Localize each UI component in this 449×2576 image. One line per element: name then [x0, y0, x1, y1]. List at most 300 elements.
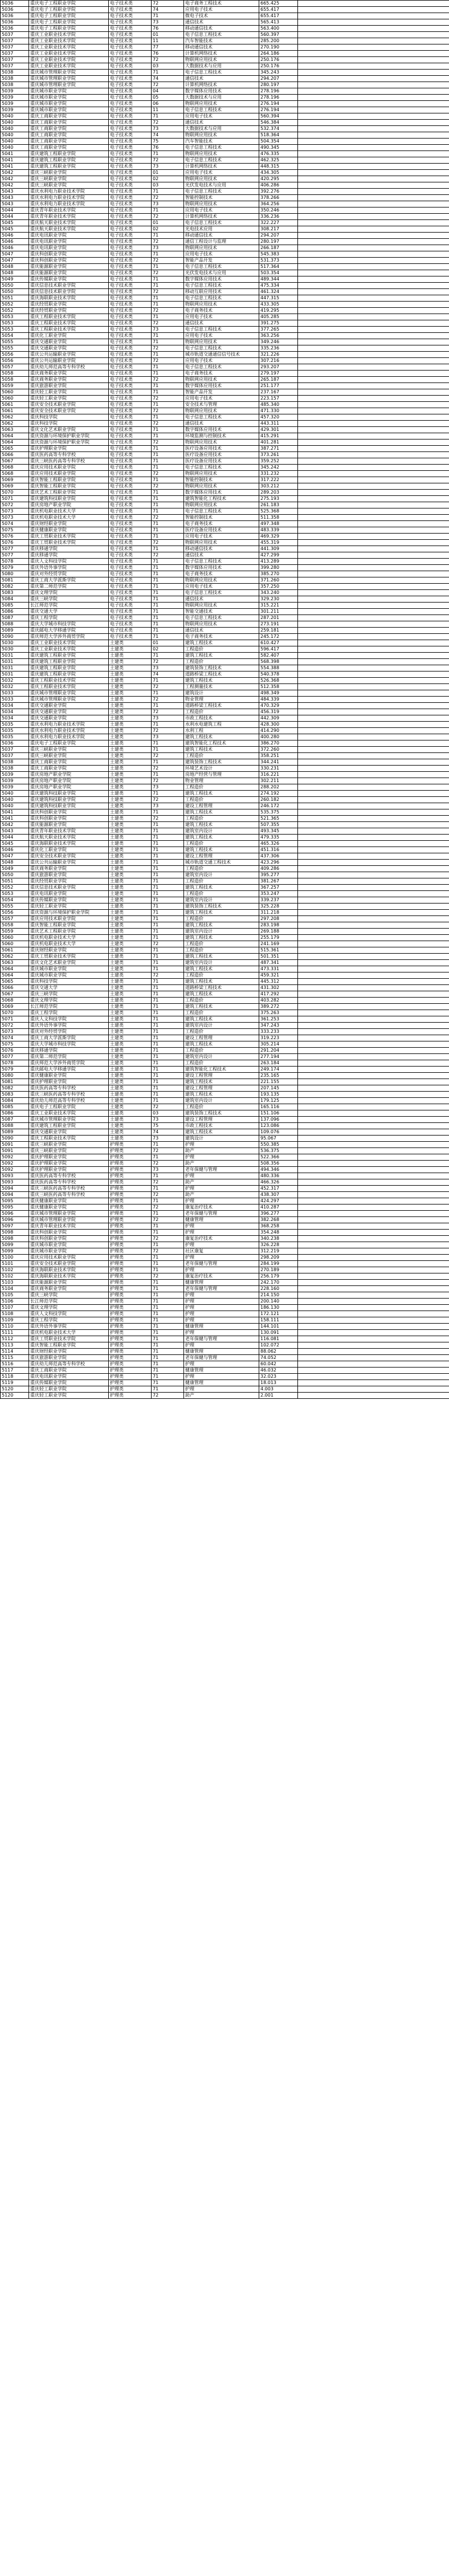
- school-name-cell: 重庆幼儿师范高等专科学校: [29, 364, 109, 371]
- category-cell: 电子技术类: [109, 609, 152, 615]
- school-name-cell: 重庆三峡职业学院: [29, 170, 109, 176]
- category-cell: 土建类: [109, 1092, 152, 1098]
- major-code-cell: 71: [152, 809, 184, 816]
- school-code-cell: 5036: [1, 7, 29, 13]
- empty-cell: [298, 502, 449, 508]
- table-row: [1, 371, 449, 377]
- major-code-cell: 06: [152, 101, 184, 107]
- table-row: [1, 628, 449, 634]
- school-name-cell: 重庆电讯职业学院: [29, 245, 109, 251]
- school-name-cell: 重庆能源职业学院: [29, 822, 109, 828]
- school-code-cell: 5058: [1, 922, 29, 929]
- school-code-cell: 5089: [1, 628, 29, 634]
- score-cell: 255.179: [259, 935, 298, 941]
- empty-cell: [298, 565, 449, 571]
- table-row: [1, 1292, 449, 1299]
- table-row: [1, 596, 449, 603]
- score-cell: 665.425: [259, 1, 298, 7]
- category-cell: 土建类: [109, 709, 152, 715]
- empty-cell: [298, 853, 449, 860]
- school-code-cell: 5077: [1, 1054, 29, 1060]
- major-code-cell: 71: [152, 383, 184, 389]
- major-name-cell: 建筑室内设计: [184, 872, 259, 878]
- table-row: [1, 76, 449, 82]
- score-cell: 345.242: [259, 465, 298, 471]
- school-code-cell: 5055: [1, 339, 29, 345]
- school-code-cell: 5043: [1, 195, 29, 201]
- school-name-cell: 重庆航天职业技术学院: [29, 835, 109, 841]
- category-cell: 土建类: [109, 816, 152, 822]
- school-name-cell: 重庆健康职业学院: [29, 1073, 109, 1079]
- major-code-cell: 05: [152, 95, 184, 101]
- category-cell: 护理类: [109, 1292, 152, 1299]
- school-name-cell: 重庆外语外事学院: [29, 1324, 109, 1330]
- empty-cell: [298, 446, 449, 452]
- empty-cell: [298, 226, 449, 233]
- school-name-cell: 重庆人文科技学院: [29, 1311, 109, 1317]
- score-cell: 359.252: [259, 458, 298, 465]
- table-row: [1, 465, 449, 471]
- major-code-cell: 71: [152, 897, 184, 904]
- school-name-cell: 重庆城市职业学院: [29, 95, 109, 101]
- school-code-cell: 5079: [1, 565, 29, 571]
- category-cell: 土建类: [109, 866, 152, 872]
- score-cell: 293.207: [259, 364, 298, 371]
- school-name-cell: 重庆建筑科技职业学院: [29, 797, 109, 803]
- major-code-cell: 72: [152, 753, 184, 759]
- school-code-cell: 5054: [1, 897, 29, 904]
- major-name-cell: 电子信息工程技术: [184, 559, 259, 565]
- score-cell: 265.187: [259, 377, 298, 383]
- score-cell: 321.226: [259, 352, 298, 358]
- score-cell: 596.417: [259, 646, 298, 653]
- major-code-cell: 71: [152, 853, 184, 860]
- category-cell: 护理类: [109, 1380, 152, 1386]
- score-cell: 319.223: [259, 1035, 298, 1041]
- category-cell: 电子技术类: [109, 145, 152, 151]
- category-cell: 护理类: [109, 1299, 152, 1305]
- school-name-cell: 重庆化工职业学院: [29, 847, 109, 853]
- school-code-cell: 5091: [1, 1148, 29, 1154]
- school-name-cell: 重庆工商大学派斯学院: [29, 577, 109, 584]
- school-code-cell: 5031: [1, 653, 29, 659]
- category-cell: 土建类: [109, 1067, 152, 1073]
- major-name-cell: 护理: [184, 1317, 259, 1324]
- score-cell: 259.181: [259, 628, 298, 634]
- score-cell: 350.246: [259, 207, 298, 214]
- school-code-cell: 5068: [1, 471, 29, 477]
- major-name-cell: 工程造价: [184, 841, 259, 847]
- table-row: [1, 910, 449, 916]
- category-cell: 护理类: [109, 1374, 152, 1380]
- empty-cell: [298, 289, 449, 295]
- major-code-cell: 71: [152, 835, 184, 841]
- category-cell: 土建类: [109, 1098, 152, 1104]
- empty-cell: [298, 283, 449, 289]
- school-name-cell: 重庆电子工程职业学院: [29, 1, 109, 7]
- empty-cell: [298, 51, 449, 57]
- table-row: [1, 1048, 449, 1054]
- school-code-cell: 5096: [1, 1211, 29, 1217]
- category-cell: 土建类: [109, 954, 152, 960]
- major-code-cell: 72: [152, 778, 184, 784]
- school-name-cell: 重庆轻工职业学院: [29, 1386, 109, 1393]
- score-cell: 311.218: [259, 910, 298, 916]
- school-name-cell: 重庆邮电大学移通学院: [29, 628, 109, 634]
- score-cell: 305.214: [259, 1041, 298, 1048]
- score-cell: 102.072: [259, 1342, 298, 1349]
- empty-cell: [298, 715, 449, 722]
- score-cell: 273.191: [259, 621, 298, 628]
- table-row: [1, 690, 449, 697]
- school-code-cell: 5110: [1, 1324, 29, 1330]
- table-row: [1, 998, 449, 1004]
- category-cell: 电子技术类: [109, 76, 152, 82]
- table-row: [1, 521, 449, 527]
- table-row: [1, 320, 449, 327]
- school-code-cell: 5073: [1, 1029, 29, 1035]
- empty-cell: [298, 1186, 449, 1192]
- empty-cell: [298, 1380, 449, 1386]
- score-cell: 270.190: [259, 44, 298, 51]
- school-code-cell: 5117: [1, 1368, 29, 1374]
- category-cell: 电子技术类: [109, 233, 152, 239]
- school-code-cell: 5044: [1, 835, 29, 841]
- major-name-cell: 老年保健与管理: [184, 1336, 259, 1342]
- empty-cell: [298, 784, 449, 791]
- school-name-cell: 重庆建筑工程职业学院: [29, 151, 109, 157]
- table-row: [1, 95, 449, 101]
- table-row: [1, 201, 449, 207]
- empty-cell: [298, 590, 449, 596]
- school-code-cell: 5076: [1, 534, 29, 540]
- empty-cell: [298, 759, 449, 766]
- score-cell: 335.236: [259, 345, 298, 352]
- table-row: [1, 1079, 449, 1085]
- score-cell: 466.326: [259, 1179, 298, 1186]
- major-name-cell: 工程造价: [184, 941, 259, 947]
- major-code-cell: 71: [152, 1349, 184, 1355]
- table-row: [1, 333, 449, 339]
- empty-cell: [298, 1060, 449, 1067]
- category-cell: 电子技术类: [109, 132, 152, 139]
- table-row: [1, 396, 449, 402]
- major-code-cell: 72: [152, 1161, 184, 1167]
- category-cell: 护理类: [109, 1242, 152, 1248]
- empty-cell: [298, 1117, 449, 1123]
- category-cell: 电子技术类: [109, 308, 152, 314]
- school-code-cell: 5045: [1, 226, 29, 233]
- category-cell: 护理类: [109, 1230, 152, 1236]
- school-code-cell: 5112: [1, 1336, 29, 1342]
- table-row: [1, 264, 449, 270]
- category-cell: 土建类: [109, 759, 152, 766]
- table-row: [1, 646, 449, 653]
- empty-cell: [298, 295, 449, 302]
- score-cell: 207.145: [259, 1085, 298, 1092]
- school-name-cell: 重庆经贸职业学院: [29, 302, 109, 308]
- empty-cell: [298, 1280, 449, 1286]
- score-cell: 515.361: [259, 947, 298, 954]
- school-name-cell: 重庆建筑工程职业学院: [29, 659, 109, 665]
- major-name-cell: 工程造价: [184, 891, 259, 897]
- empty-cell: [298, 1374, 449, 1380]
- school-code-cell: 5097: [1, 1223, 29, 1230]
- empty-cell: [298, 458, 449, 465]
- major-code-cell: 72: [152, 552, 184, 559]
- major-name-cell: 工程造价: [184, 659, 259, 665]
- school-name-cell: 重庆三峡学院: [29, 991, 109, 998]
- school-code-cell: 5031: [1, 665, 29, 672]
- empty-cell: [298, 878, 449, 885]
- category-cell: 土建类: [109, 1048, 152, 1054]
- score-cell: 263.184: [259, 1060, 298, 1067]
- score-cell: 278.196: [259, 95, 298, 101]
- score-cell: 419.295: [259, 308, 298, 314]
- school-code-cell: 5040: [1, 113, 29, 120]
- score-cell: 471.330: [259, 408, 298, 414]
- major-name-cell: 通信工程设计与监理: [184, 239, 259, 245]
- score-cell: 291.204: [259, 1048, 298, 1054]
- category-cell: 土建类: [109, 684, 152, 690]
- major-code-cell: 71: [152, 233, 184, 239]
- empty-cell: [298, 1324, 449, 1330]
- score-cell: 123.086: [259, 1123, 298, 1129]
- score-cell: 447.315: [259, 295, 298, 302]
- major-name-cell: 护理: [184, 1386, 259, 1393]
- school-name-cell: 重庆交通大学: [29, 985, 109, 991]
- table-row: [1, 1104, 449, 1110]
- table-row: [1, 1085, 449, 1092]
- major-code-cell: 71: [152, 1292, 184, 1299]
- major-name-cell: 护理: [184, 1330, 259, 1336]
- major-name-cell: 物联网应用技术: [184, 377, 259, 383]
- school-code-cell: 5070: [1, 490, 29, 496]
- table-row: [1, 458, 449, 465]
- school-name-cell: 重庆工业职业技术学院: [29, 44, 109, 51]
- empty-cell: [298, 891, 449, 897]
- major-code-cell: 71: [152, 615, 184, 621]
- table-row: [1, 784, 449, 791]
- school-code-cell: 5053: [1, 327, 29, 333]
- category-cell: 土建类: [109, 646, 152, 653]
- school-code-cell: 5060: [1, 396, 29, 402]
- empty-cell: [298, 383, 449, 389]
- school-code-cell: 5106: [1, 1299, 29, 1305]
- category-cell: 护理类: [109, 1330, 152, 1336]
- score-cell: 540.378: [259, 672, 298, 678]
- empty-cell: [298, 1342, 449, 1349]
- table-row: [1, 1204, 449, 1211]
- school-code-cell: 5092: [1, 1167, 29, 1173]
- school-code-cell: 5041: [1, 164, 29, 170]
- school-name-cell: 重庆工业职业技术学院: [29, 51, 109, 57]
- score-cell: 235.165: [259, 1073, 298, 1079]
- school-code-cell: 5105: [1, 1292, 29, 1299]
- school-code-cell: 5045: [1, 841, 29, 847]
- school-name-cell: 重庆安全技术职业学院: [29, 1261, 109, 1267]
- empty-cell: [298, 1023, 449, 1029]
- major-code-cell: 71: [152, 113, 184, 120]
- empty-cell: [298, 910, 449, 916]
- table-row: [1, 916, 449, 922]
- score-cell: 317.222: [259, 477, 298, 483]
- empty-cell: [298, 1092, 449, 1098]
- school-name-cell: 重庆建筑科技职业学院: [29, 791, 109, 797]
- table-row: [1, 377, 449, 383]
- school-code-cell: 5061: [1, 408, 29, 414]
- score-cell: 361.253: [259, 1016, 298, 1023]
- category-cell: 电子技术类: [109, 101, 152, 107]
- empty-cell: [298, 1273, 449, 1280]
- empty-cell: [298, 1035, 449, 1041]
- empty-cell: [298, 1248, 449, 1255]
- school-code-cell: 5118: [1, 1374, 29, 1380]
- major-name-cell: 安全技术与管理: [184, 402, 259, 408]
- score-cell: 60.042: [259, 1361, 298, 1368]
- school-code-cell: 5042: [1, 170, 29, 176]
- empty-cell: [298, 182, 449, 189]
- category-cell: 电子技术类: [109, 603, 152, 609]
- major-name-cell: 物联网应用技术: [184, 302, 259, 308]
- table-row: [1, 1029, 449, 1035]
- major-code-cell: 71: [152, 722, 184, 728]
- table-row: [1, 258, 449, 264]
- category-cell: 电子技术类: [109, 164, 152, 170]
- school-name-cell: 重庆建筑科技职业学院: [29, 496, 109, 502]
- school-name-cell: 重庆机电职业技术大学: [29, 941, 109, 947]
- table-row: [1, 1211, 449, 1217]
- score-cell: 550.385: [259, 1142, 298, 1148]
- school-name-cell: 重庆资源与环境保护职业学院: [29, 433, 109, 439]
- category-cell: 护理类: [109, 1142, 152, 1148]
- table-row: [1, 1110, 449, 1117]
- table-row: [1, 289, 449, 295]
- score-cell: 469.329: [259, 534, 298, 540]
- empty-cell: [298, 672, 449, 678]
- school-name-cell: 重庆信息技术职业学院: [29, 289, 109, 295]
- category-cell: 电子技术类: [109, 327, 152, 333]
- major-code-cell: 71: [152, 446, 184, 452]
- category-cell: 土建类: [109, 797, 152, 803]
- major-name-cell: 护理: [184, 1255, 259, 1261]
- school-code-cell: 5032: [1, 684, 29, 690]
- major-code-cell: 74: [152, 132, 184, 139]
- category-cell: 土建类: [109, 697, 152, 703]
- score-cell: 409.286: [259, 866, 298, 872]
- school-name-cell: 重庆科创职业学院: [29, 809, 109, 816]
- major-name-cell: 物联网应用技术: [184, 471, 259, 477]
- table-row: [1, 1142, 449, 1148]
- major-code-cell: 72: [152, 1192, 184, 1198]
- table-row: [1, 477, 449, 483]
- school-name-cell: 重庆城市职业学院: [29, 101, 109, 107]
- school-code-cell: 5108: [1, 1311, 29, 1317]
- empty-cell: [298, 791, 449, 797]
- major-code-cell: 71: [152, 628, 184, 634]
- school-code-cell: 5084: [1, 1098, 29, 1104]
- school-code-cell: 5048: [1, 860, 29, 866]
- major-name-cell: 建设工程管理: [184, 1085, 259, 1092]
- category-cell: 护理类: [109, 1393, 152, 1399]
- category-cell: 电子技术类: [109, 571, 152, 577]
- school-name-cell: 重庆机电职业技术大学: [29, 508, 109, 515]
- score-cell: 565.413: [259, 19, 298, 26]
- major-name-cell: 计算机网络技术: [184, 164, 259, 170]
- category-cell: 电子技术类: [109, 245, 152, 251]
- table-row: [1, 327, 449, 333]
- score-cell: 518.364: [259, 132, 298, 139]
- major-name-cell: 护理: [184, 1299, 259, 1305]
- school-name-cell: 重庆房地产职业学院: [29, 778, 109, 784]
- major-code-cell: 72: [152, 239, 184, 245]
- category-cell: 电子技术类: [109, 195, 152, 201]
- empty-cell: [298, 26, 449, 32]
- major-code-cell: 74: [152, 672, 184, 678]
- major-code-cell: 71: [152, 1242, 184, 1248]
- category-cell: 电子技术类: [109, 302, 152, 308]
- score-cell: 116.081: [259, 1336, 298, 1342]
- school-name-cell: 重庆工商职业学院: [29, 145, 109, 151]
- major-name-cell: 市政工程技术: [184, 1123, 259, 1129]
- school-name-cell: 重庆移通学院: [29, 552, 109, 559]
- major-name-cell: 电子信息工程技术: [184, 157, 259, 164]
- category-cell: 电子技术类: [109, 383, 152, 389]
- score-cell: 151.106: [259, 1110, 298, 1117]
- school-code-cell: 5071: [1, 496, 29, 502]
- school-name-cell: 重庆电子工程职业学院: [29, 1104, 109, 1110]
- empty-cell: [298, 1236, 449, 1242]
- category-cell: 土建类: [109, 966, 152, 972]
- school-name-cell: 重庆财经职业学院: [29, 1349, 109, 1355]
- school-name-cell: 重庆建筑工程职业学院: [29, 672, 109, 678]
- school-code-cell: 5049: [1, 276, 29, 283]
- major-code-cell: 71: [152, 1286, 184, 1292]
- school-code-cell: 5064: [1, 972, 29, 979]
- school-name-cell: 重庆幼儿师范高等专科学校: [29, 1098, 109, 1104]
- table-row: [1, 709, 449, 715]
- score-cell: 489.344: [259, 276, 298, 283]
- school-name-cell: 重庆护理职业学院: [29, 1167, 109, 1173]
- major-name-cell: 建筑工程技术: [184, 640, 259, 646]
- school-code-cell: 5114: [1, 1349, 29, 1355]
- major-code-cell: 71: [152, 371, 184, 377]
- school-name-cell: 重庆工商职业学院: [29, 132, 109, 139]
- major-code-cell: 71: [152, 452, 184, 458]
- category-cell: 电子技术类: [109, 314, 152, 320]
- major-code-cell: 71: [152, 264, 184, 270]
- category-cell: 土建类: [109, 860, 152, 866]
- category-cell: 土建类: [109, 847, 152, 853]
- table-row: [1, 245, 449, 251]
- major-code-cell: 71: [152, 998, 184, 1004]
- empty-cell: [298, 477, 449, 483]
- major-name-cell: 健康管理: [184, 1324, 259, 1330]
- school-code-cell: 5047: [1, 853, 29, 860]
- category-cell: 土建类: [109, 910, 152, 916]
- empty-cell: [298, 916, 449, 922]
- major-code-cell: 77: [152, 44, 184, 51]
- major-code-cell: 74: [152, 7, 184, 13]
- empty-cell: [298, 1330, 449, 1336]
- school-name-cell: 重庆电讯职业学院: [29, 891, 109, 897]
- major-code-cell: 71: [152, 1073, 184, 1079]
- score-cell: 283.198: [259, 922, 298, 929]
- category-cell: 护理类: [109, 1148, 152, 1154]
- score-cell: 521.365: [259, 816, 298, 822]
- category-cell: 土建类: [109, 753, 152, 759]
- major-name-cell: 建筑工程技术: [184, 1041, 259, 1048]
